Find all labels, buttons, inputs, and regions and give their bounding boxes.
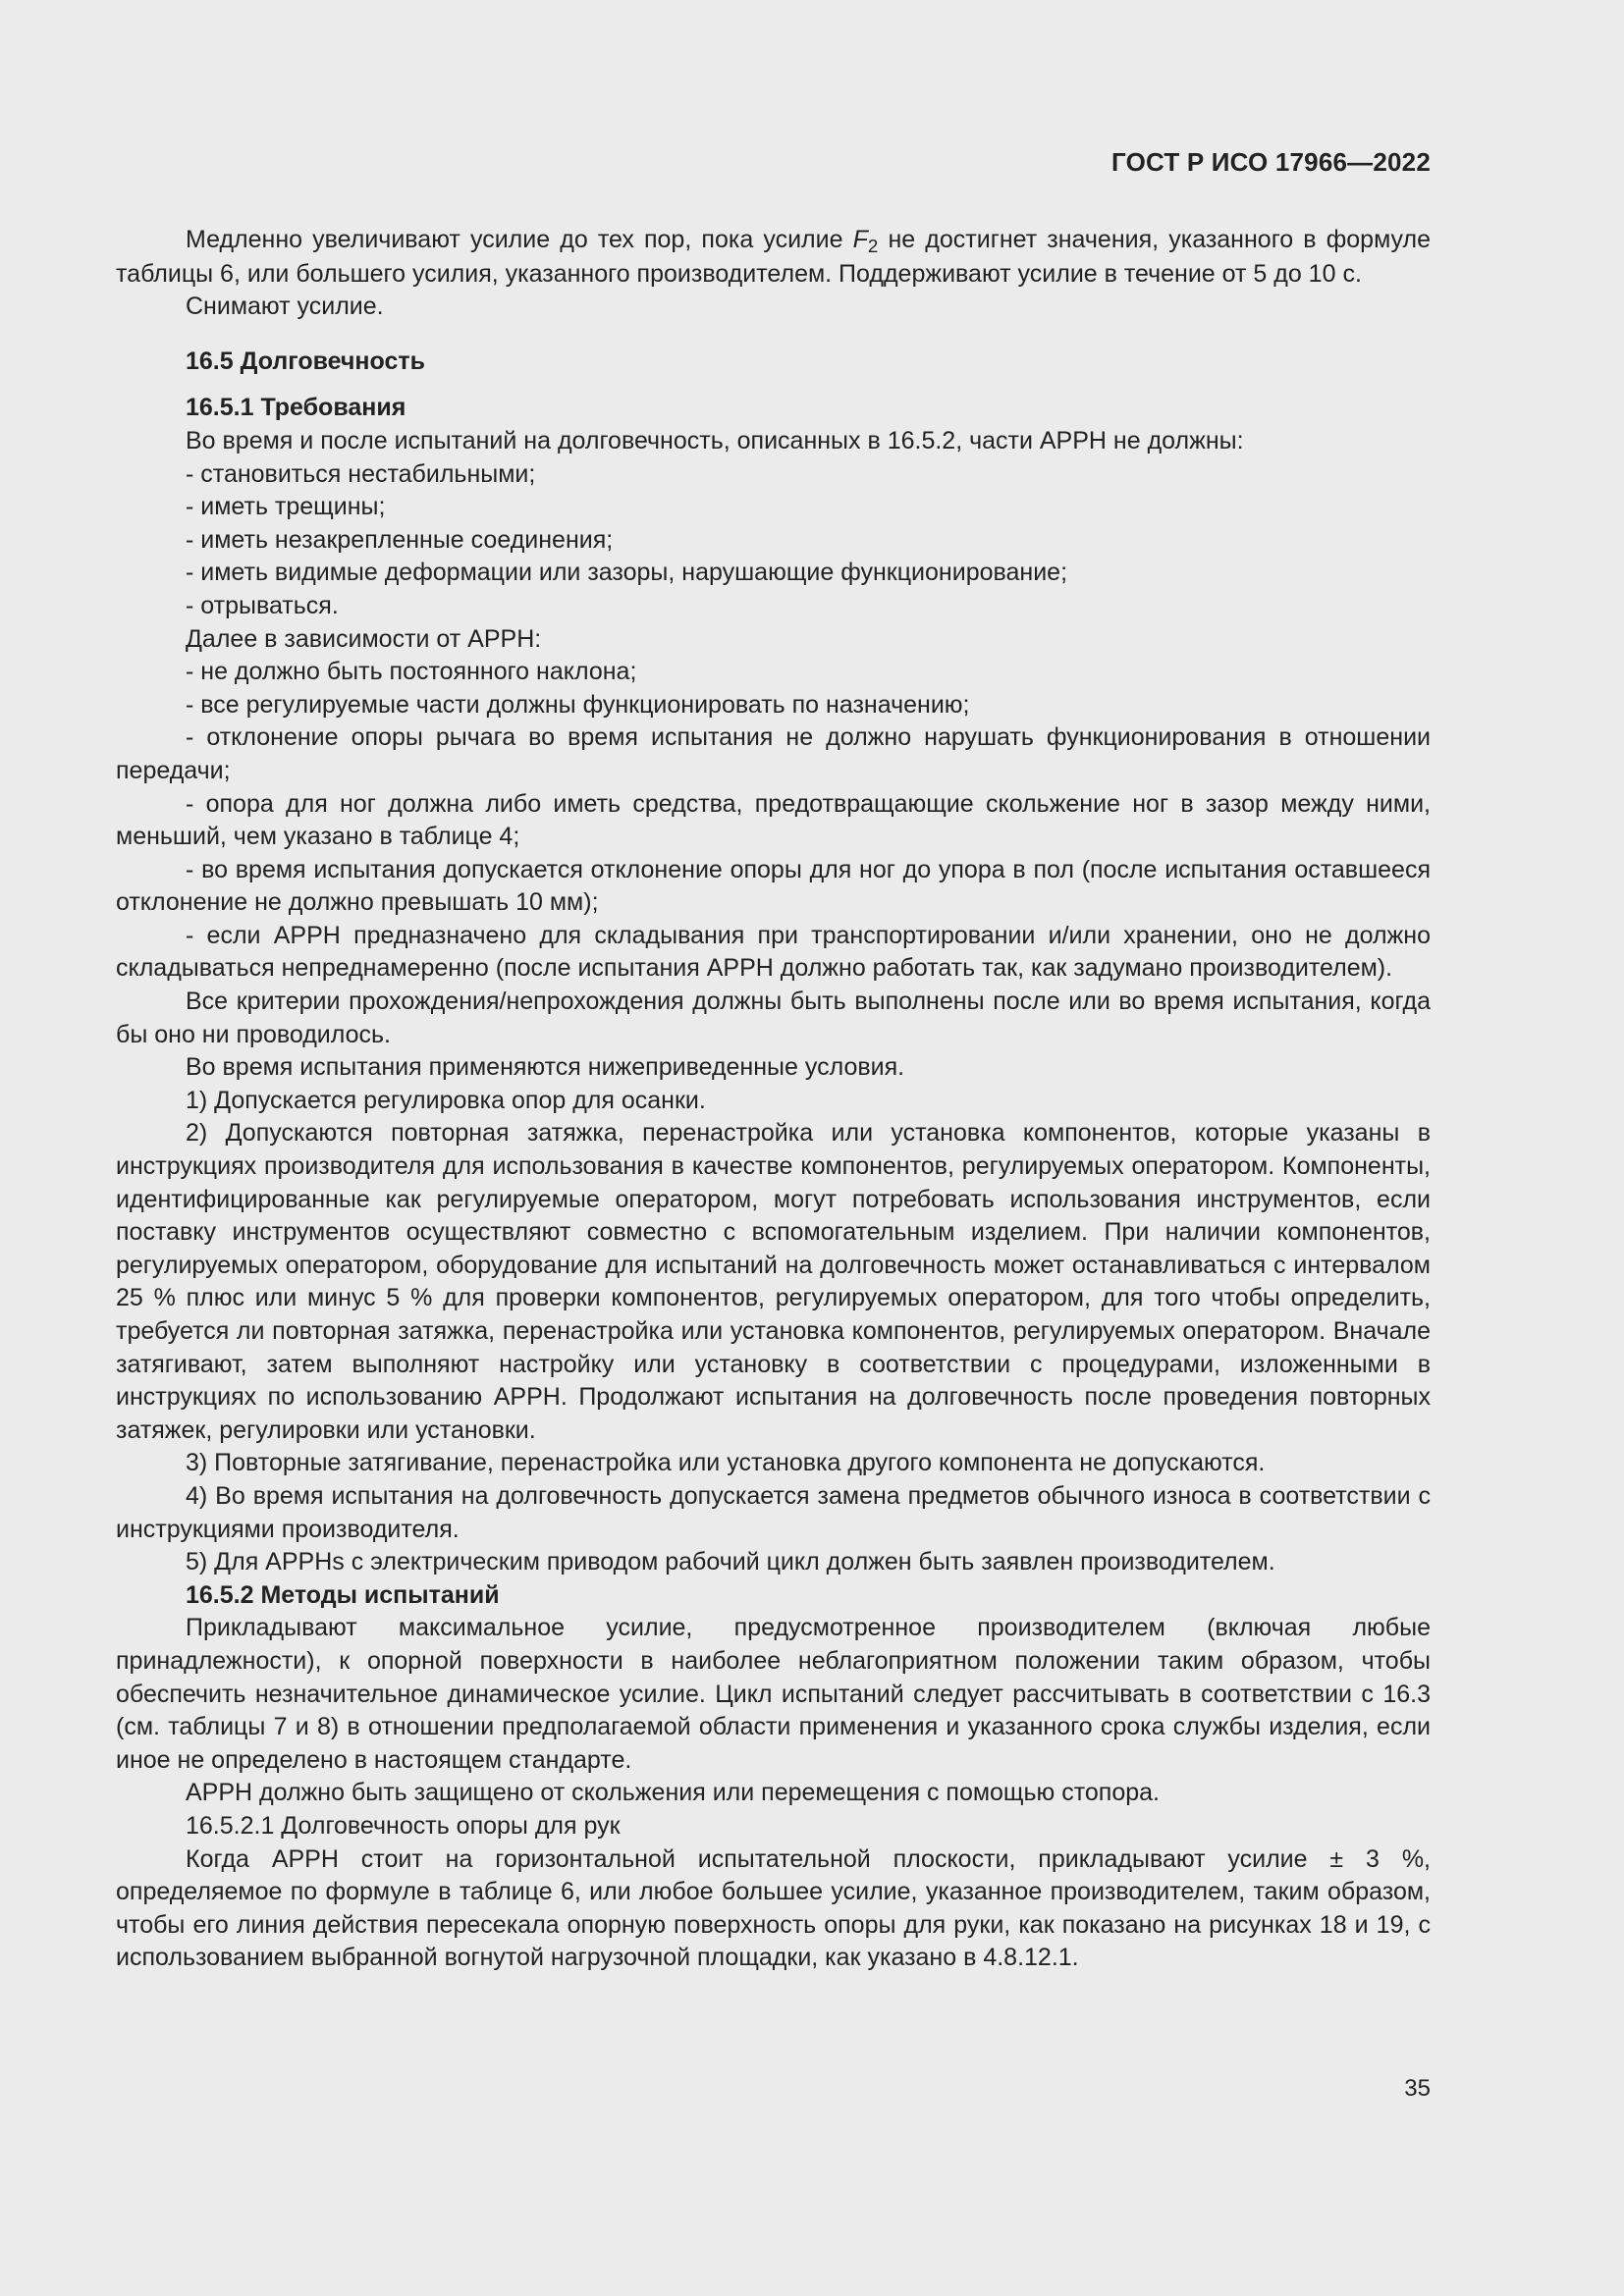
numbered-item: 1) Допускается регулировка опор для осанки. xyxy=(186,1086,706,1114)
paragraph: Во время испытания применяются нижеприведенные условия. xyxy=(186,1053,905,1082)
paragraph: - опора для ног должна либо иметь средства, предотвращающие скольжение ног в зазор между ними, меньший, чем указано в таблице 4; xyxy=(116,789,1431,851)
section-heading-16-5-1: 16.5.1 Требования xyxy=(186,394,406,422)
list-item: - не должно быть постоянного наклона; xyxy=(186,658,637,686)
paragraph: Все критерии прохождения/непрохождения должны быть выполнены после или во время испытания, когда бы оно ни проводилось. xyxy=(116,988,1431,1048)
paragraph-remove-force: Снимают усилие. xyxy=(186,293,384,321)
text-run: Медленно увеличивают усилие до тех пор, пока усилие xyxy=(186,226,853,253)
page-number: 35 xyxy=(1404,2075,1431,2102)
paragraph-force-increase xyxy=(116,224,1431,291)
section-heading-16-5: 16.5 Долговечность xyxy=(186,347,425,375)
list-item: - иметь видимые деформации или зазоры, нарушающие функционирование; xyxy=(186,559,1068,587)
list-item: - иметь трещины; xyxy=(186,493,386,521)
numbered-item: 4) Во время испытания на долговечность допускается замена предметов обычного износа в соответствии с инструкциями производителя. xyxy=(116,1481,1431,1543)
page-body xyxy=(116,224,1431,1975)
paragraph: - во время испытания допускается отклонение опоры для ног до упора в пол (после испытания оставшееся отклонение не должно превышать 10 мм); xyxy=(116,855,1431,917)
dependency-intro: Далее в зависимости от АРРН: xyxy=(186,624,542,653)
document-header: ГОСТ Р ИСО 17966—2022 xyxy=(1110,147,1431,177)
paragraph: АРРН должно быть защищено от скольжения или перемещения с помощью стопора. xyxy=(186,1779,1160,1807)
text-run: не достигнет значения, указанного в формуле таблицы 6, или большего усилия, указанного производителем. Поддерживают усилие в течение от 5 до 10 с. xyxy=(116,226,1431,288)
paragraph: - отклонение опоры рычага во время испытания не должно нарушать функционирования в отношении передачи; xyxy=(116,723,1431,784)
list-item: - отрываться. xyxy=(186,591,339,619)
section-heading-16-5-2: 16.5.2 Методы испытаний xyxy=(186,1580,500,1609)
requirements-intro: Во время и после испытаний на долговечность, описанных в 16.5.2, части АРРН не должны: xyxy=(186,426,1244,454)
numbered-item: 2) Допускаются повторная затяжка, перенастройка или установка компонентов, которые указаны в инструкциях производителя для использования в качестве компонентов, регулируемых оператором. Компоненты, идентифицированные как регулируемые оператором, могут потребовать использования инструментов, если поставку инструментов осуществляют совместно с вспомогательным изделием. При наличии компонентов, регулируемых оператором, оборудование для испытаний на долговечность может останавливаться с интервалом 25 % плюс или минус 5 % для проверки компонентов, регулируемых оператором, для того чтобы определить, требуется ли повторная затяжка, перенастройка или установка компонентов, регулируемых оператором. Вначале затягивают, затем выполняют настройку или установку в соответствии с процедурами, изложенными в инструкциях по использованию АРРН. Продолжают испытания на долговечность после проведения повторных затяжек, регулировки или установки. xyxy=(116,1119,1431,1444)
paragraph: - если АРРН предназначено для складывания при транспортировании и/или хранении, оно не должно складываться непреднамеренно (после испытания АРРН должно работать так, как задумано производителем). xyxy=(116,921,1431,983)
numbered-item: 5) Для APPHs с электрическим приводом рабочий цикл должен быть заявлен производителем. xyxy=(186,1548,1275,1576)
paragraph: Прикладывают максимальное усилие, предусмотренное производителем (включая любые принадлежности), к опорной поверхности в наиболее неблагоприятном положении таким образом, чтобы обеспечить незначительное динамическое усилие. Цикл испытаний следует рассчитывать в соответствии с 16.3 (см. таблицы 7 и 8) в отношении предполагаемой области применения и указанного срока службы изделия, если иное не определено в настоящем стандарте. xyxy=(116,1614,1431,1774)
list-item: - иметь незакрепленные соединения; xyxy=(186,525,614,554)
formula-subscript: 2 xyxy=(867,235,879,256)
paragraph: Когда АРРН стоит на горизонтальной испытательной плоскости, прикладывают усилие ± 3 %, определяемое по формуле в таблице 6, или любое большее усилие, указанное производителем, таким образом, чтобы его линия действия пересекала опорную поверхность опоры для руки, как показано на рисунках 18 и 19, с использованием выбранной вогнутой нагрузочной площадки, как указано в 4.8.12.1. xyxy=(116,1844,1431,1972)
numbered-item: 3) Повторные затягивание, перенастройка или установка другого компонента не допускаются. xyxy=(186,1449,1266,1477)
list-item: - становиться нестабильными; xyxy=(186,459,536,488)
subsection-heading-16-5-2-1: 16.5.2.1 Долговечность опоры для рук xyxy=(186,1811,621,1840)
list-item: - все регулируемые части должны функционировать по назначению; xyxy=(186,690,970,719)
formula-variable: F xyxy=(852,226,868,253)
